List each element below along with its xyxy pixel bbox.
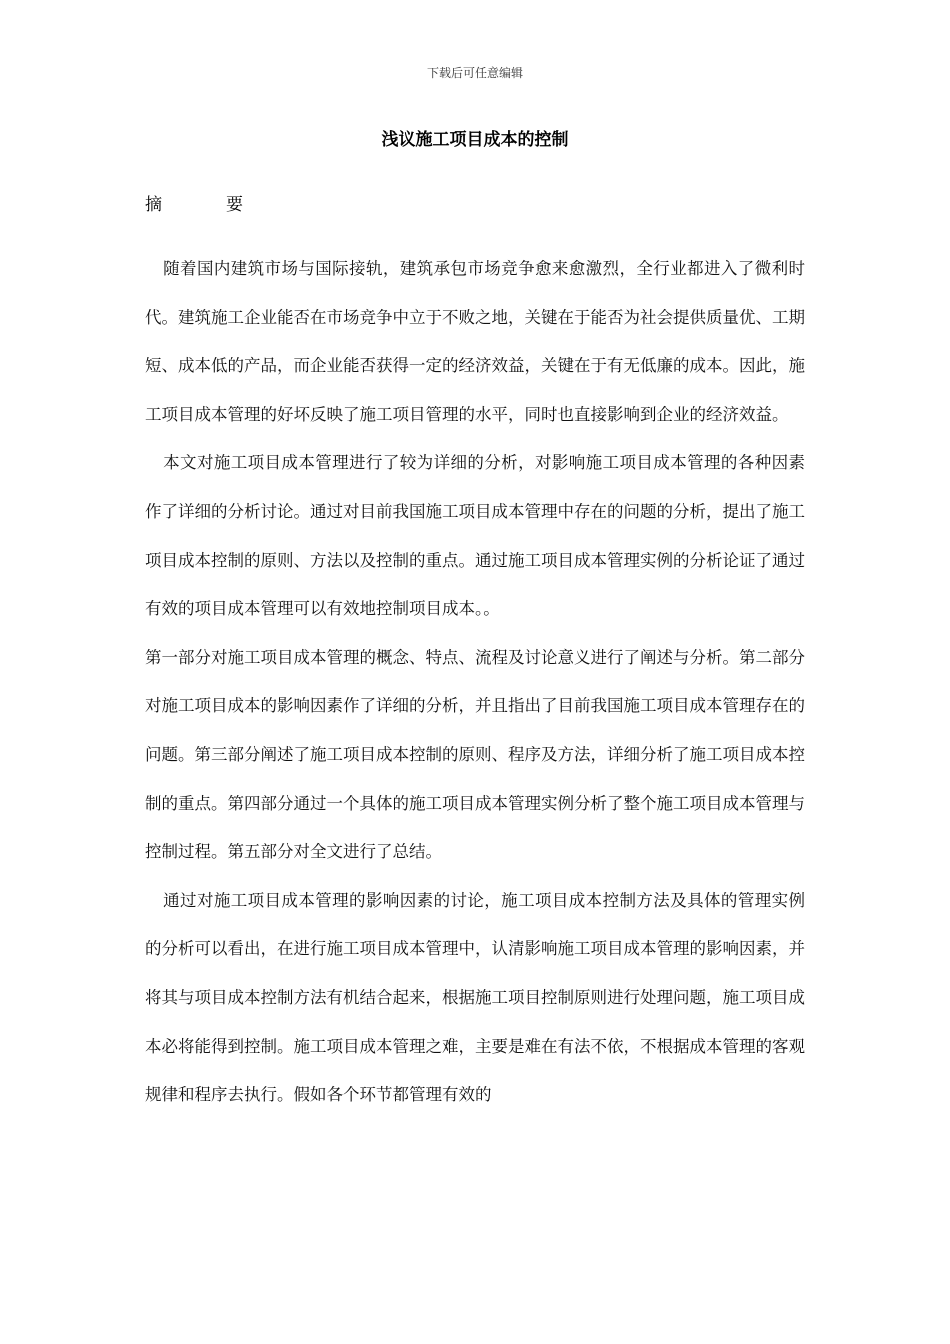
- header-note: 下载后可任意编辑: [426, 66, 523, 80]
- abstract-heading: [145, 190, 243, 215]
- document-title: 浅议施工项目成本的控制: [381, 130, 569, 150]
- paragraph-1: 随着国内建筑市场与国际接轨，建筑承包市场竞争愈来愈激烈，全行业都进入了微利时代。建筑施工企业能否在市场竞争中立于不败之地，关键在于能否为社会提供质量优、工期短、成本低的产品，而企业能否获得一定的经济效益，关键在于有无低廉的成本。因此，施工项目成本管理的好坏反映了施工项目管理的水平，同时也直接影响到企业的经济效益。: [145, 259, 805, 424]
- paragraph-4: 通过对施工项目成本管理的影响因素的讨论，施工项目成本控制方法及具体的管理实例的分析可以看出，在进行施工项目成本管理中，认清影响施工项目成本管理的影响因素，并将其与项目成本控制方法有机结合起来，根据施工项目控制原则进行处理问题，施工项目成本必将能得到控制。施工项目成本管理之难，主要是难在有法不依，不根据成本管理的客观规律和程序去执行。假如各个环节都管理有效的: [145, 890, 805, 1105]
- abstract-heading-right: 要: [226, 195, 243, 215]
- abstract-heading-left: 摘: [145, 195, 162, 215]
- abstract-body: [145, 245, 805, 1120]
- paragraph-3: 第一部分对施工项目成本管理的概念、特点、流程及讨论意义进行了阐述与分析。第二部分对施工项目成本的影响因素作了详细的分析，并且指出了目前我国施工项目成本管理存在的问题。第三部分阐述了施工项目成本控制的原则、程序及方法，详细分析了施工项目成本控制的重点。第四部分通过一个具体的施工项目成本管理实例分析了整个施工项目成本管理与控制过程。第五部分对全文进行了总结。: [145, 647, 805, 862]
- paragraph-2: 本文对施工项目成本管理进行了较为详细的分析，对影响施工项目成本管理的各种因素作了详细的分析讨论。通过对目前我国施工项目成本管理中存在的问题的分析，提出了施工项目成本控制的原则、方法以及控制的重点。通过施工项目成本管理实例的分析论证了通过有效的项目成本管理可以有效地控制项目成本。。: [145, 453, 805, 619]
